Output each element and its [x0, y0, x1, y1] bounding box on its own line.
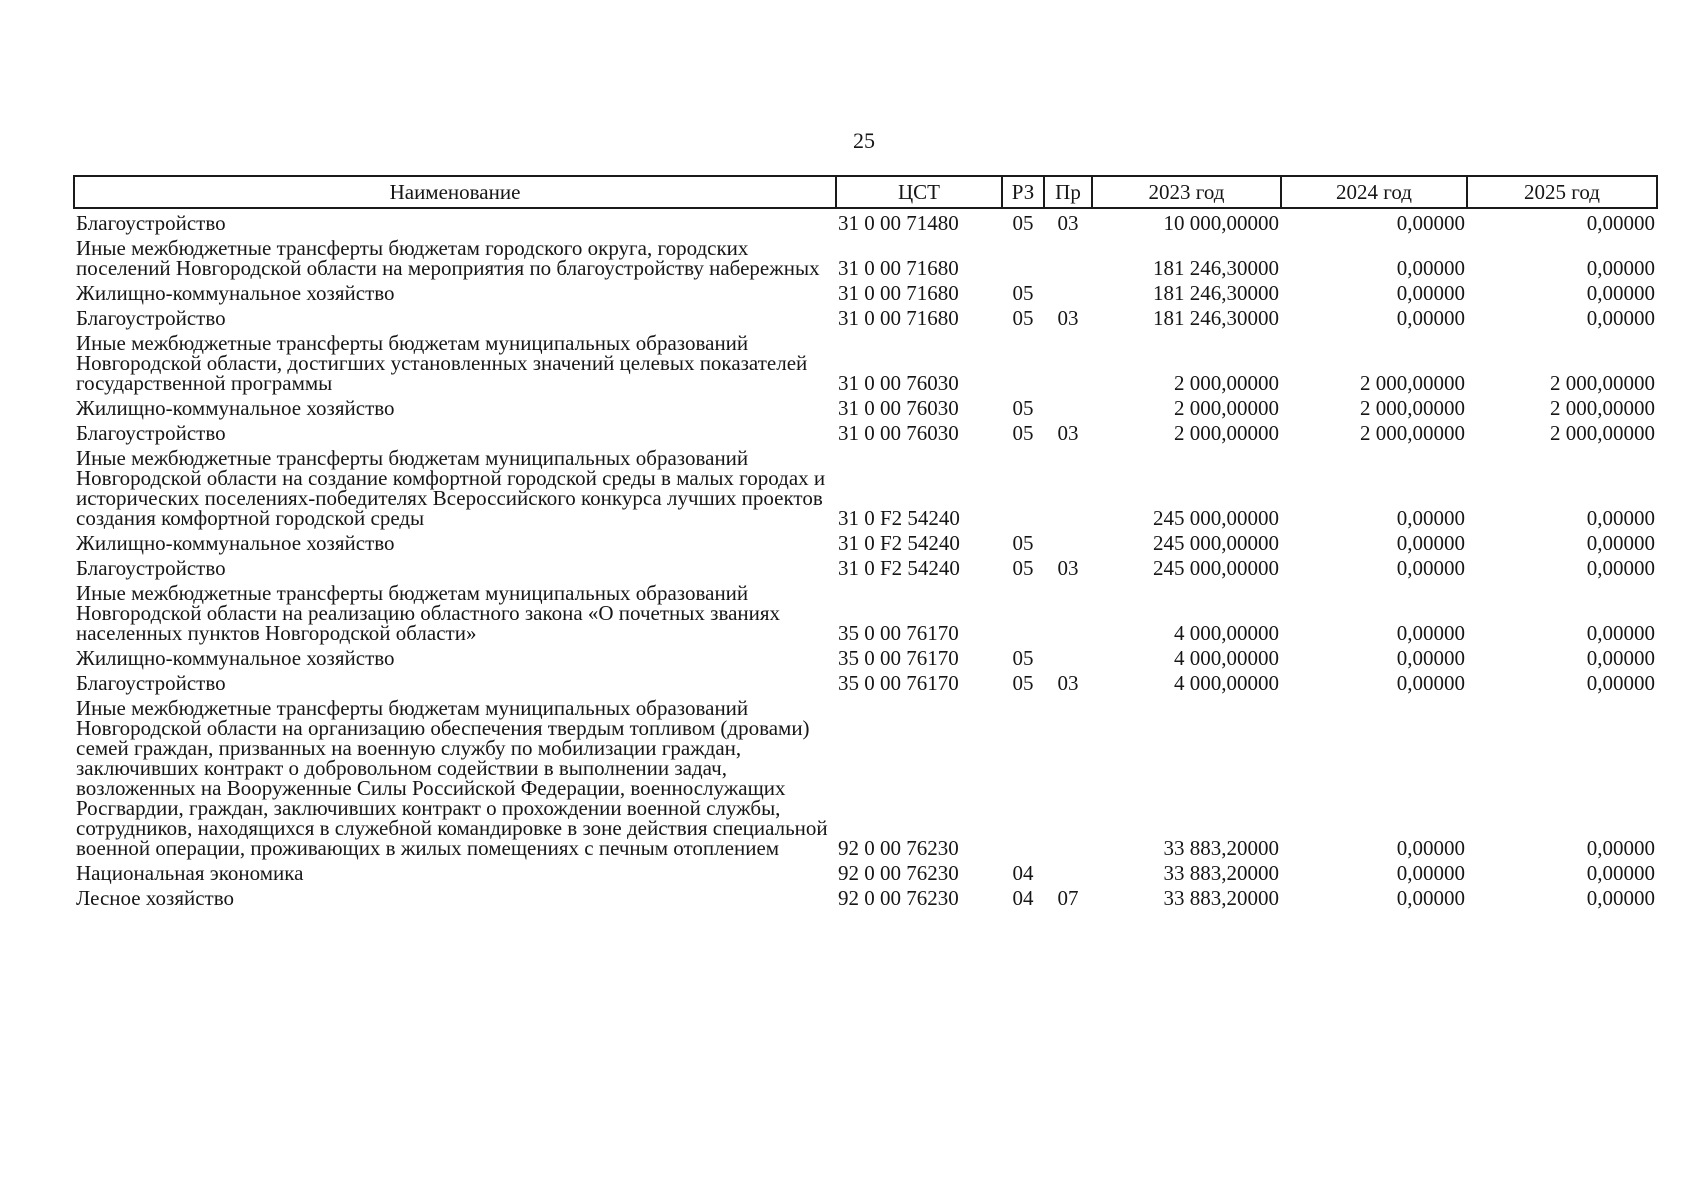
row-name-text: Иные межбюджетные трансферты бюджетам городского округа, городских поселений Новгородской области на мероприятия по благоустройству набережных [76, 236, 820, 280]
cell-pr [1044, 863, 1092, 888]
row-name-text: Лесное хозяйство [76, 886, 234, 910]
cell-2025: 2 000,00000 [1550, 396, 1655, 420]
table-row [74, 238, 1657, 283]
cell-2023: 181 246,30000 [1153, 306, 1279, 330]
cell-2023: 181 246,30000 [1153, 256, 1279, 280]
cell-2023: 245 000,00000 [1153, 556, 1279, 580]
table-row [74, 673, 1657, 698]
row-name-text: Благоустройство [76, 421, 226, 445]
cell-2024: 0,00000 [1396, 886, 1465, 910]
table-row [74, 558, 1657, 583]
cell-2024: 0,00000 [1396, 506, 1465, 530]
table-row [74, 398, 1657, 423]
cell-name [74, 888, 836, 913]
cell-2024: 0,00000 [1396, 671, 1465, 695]
table-row [74, 208, 1657, 238]
row-name-text: Благоустройство [76, 556, 226, 580]
cell-2023: 2 000,00000 [1174, 396, 1279, 420]
cell-rz: 05 [1012, 211, 1034, 235]
cell-2024: 0,00000 [1396, 256, 1465, 280]
cell-pr: 03 [1057, 421, 1079, 445]
cell-2024: 2 000,00000 [1360, 421, 1465, 445]
table-row [74, 698, 1657, 863]
table-row [74, 283, 1657, 308]
cell-name [74, 423, 836, 448]
cell-pr [1044, 398, 1092, 423]
row-name-text: Благоустройство [76, 306, 226, 330]
header-name: Наименование [74, 176, 836, 208]
cell-rz [1002, 238, 1044, 283]
row-name-text: Иные межбюджетные трансферты бюджетам муниципальных образований Новгородской области, достигших установленных значений целевых показателей государственной программы [76, 331, 808, 395]
cell-pr: 03 [1057, 556, 1079, 580]
cell-2025: 0,00000 [1586, 211, 1655, 235]
cell-name [74, 333, 836, 398]
cell-2024: 0,00000 [1396, 621, 1465, 645]
cell-2023: 33 883,20000 [1163, 836, 1279, 860]
table-row [74, 888, 1657, 913]
cell-name [74, 283, 836, 308]
table-row [74, 448, 1657, 533]
cell-rz: 05 [1012, 306, 1034, 330]
cell-cst: 35 0 00 76170 [838, 646, 959, 670]
cell-rz: 04 [1012, 886, 1034, 910]
row-name-text: Благоустройство [76, 211, 226, 235]
cell-rz [1002, 333, 1044, 398]
row-name-text: Иные межбюджетные трансферты бюджетам муниципальных образований Новгородской области на создание комфортной городской среды в малых городах и исторических поселениях-победителях Всероссийского конкурса лучших проектов создания комфортной городской среды [76, 446, 826, 530]
cell-name [74, 583, 836, 648]
cell-pr [1044, 698, 1092, 863]
cell-cst: 31 0 00 71680 [838, 256, 959, 280]
header-cst: ЦСТ [836, 176, 1002, 208]
cell-2023: 2 000,00000 [1174, 371, 1279, 395]
cell-rz: 05 [1012, 396, 1034, 420]
cell-2025: 0,00000 [1586, 256, 1655, 280]
cell-rz [1002, 698, 1044, 863]
cell-2024: 0,00000 [1396, 281, 1465, 305]
cell-cst: 92 0 00 76230 [838, 886, 959, 910]
cell-pr: 03 [1057, 211, 1079, 235]
cell-name [74, 308, 836, 333]
cell-2023: 4 000,00000 [1174, 621, 1279, 645]
cell-rz: 05 [1012, 671, 1034, 695]
cell-rz: 05 [1012, 556, 1034, 580]
cell-cst: 31 0 00 76030 [838, 396, 959, 420]
header-pr: Пр [1044, 176, 1092, 208]
cell-name [74, 398, 836, 423]
cell-cst: 31 0 F2 54240 [838, 506, 960, 530]
table-row [74, 308, 1657, 333]
page-number: 25 [853, 128, 875, 153]
table-row [74, 863, 1657, 888]
cell-2025: 0,00000 [1586, 506, 1655, 530]
cell-pr [1044, 583, 1092, 648]
header-2023: 2023 год [1092, 176, 1281, 208]
cell-2025: 0,00000 [1586, 281, 1655, 305]
table-header [74, 176, 1657, 208]
cell-rz: 05 [1012, 531, 1034, 555]
cell-2025: 0,00000 [1586, 671, 1655, 695]
cell-cst: 31 0 F2 54240 [838, 531, 960, 555]
cell-name [74, 208, 836, 238]
header-rz: РЗ [1002, 176, 1044, 208]
cell-name [74, 533, 836, 558]
table-row [74, 583, 1657, 648]
cell-rz: 05 [1012, 421, 1034, 445]
cell-pr [1044, 283, 1092, 308]
row-name-text: Иные межбюджетные трансферты бюджетам муниципальных образований Новгородской области на реализацию областного закона «О почетных званиях населенных пунктов Новгородской области» [76, 581, 781, 645]
cell-cst: 31 0 00 71680 [838, 306, 959, 330]
row-name-text: Благоустройство [76, 671, 226, 695]
cell-cst: 31 0 00 71480 [838, 211, 959, 235]
cell-2024: 0,00000 [1396, 861, 1465, 885]
table-row [74, 423, 1657, 448]
cell-2025: 2 000,00000 [1550, 371, 1655, 395]
header-2025: 2025 год [1467, 176, 1657, 208]
cell-2023: 245 000,00000 [1153, 531, 1279, 555]
cell-2024: 0,00000 [1396, 531, 1465, 555]
header-2024: 2024 год [1281, 176, 1467, 208]
table-row [74, 533, 1657, 558]
cell-rz: 04 [1012, 861, 1034, 885]
cell-cst: 92 0 00 76230 [838, 836, 959, 860]
cell-cst: 31 0 00 76030 [838, 371, 959, 395]
cell-pr: 03 [1057, 671, 1079, 695]
cell-2024: 0,00000 [1396, 646, 1465, 670]
cell-cst: 35 0 00 76170 [838, 621, 959, 645]
cell-2025: 0,00000 [1586, 836, 1655, 860]
cell-2023: 2 000,00000 [1174, 421, 1279, 445]
cell-name [74, 863, 836, 888]
cell-pr [1044, 648, 1092, 673]
cell-cst: 35 0 00 76170 [838, 671, 959, 695]
cell-pr [1044, 533, 1092, 558]
cell-2025: 0,00000 [1586, 306, 1655, 330]
cell-2024: 0,00000 [1396, 836, 1465, 860]
cell-name [74, 673, 836, 698]
cell-rz [1002, 583, 1044, 648]
cell-2024: 2 000,00000 [1360, 396, 1465, 420]
cell-2023: 4 000,00000 [1174, 646, 1279, 670]
cell-pr: 07 [1057, 886, 1079, 910]
cell-2023: 33 883,20000 [1163, 886, 1279, 910]
cell-pr [1044, 333, 1092, 398]
cell-2025: 0,00000 [1586, 531, 1655, 555]
row-name-text: Жилищно-коммунальное хозяйство [76, 646, 395, 670]
cell-2024: 2 000,00000 [1360, 371, 1465, 395]
cell-2025: 0,00000 [1586, 861, 1655, 885]
table-body [74, 208, 1657, 913]
cell-cst: 92 0 00 76230 [838, 861, 959, 885]
table-row [74, 648, 1657, 673]
cell-2025: 0,00000 [1586, 646, 1655, 670]
cell-name [74, 698, 836, 863]
cell-2023: 10 000,00000 [1163, 211, 1279, 235]
row-name-text: Национальная экономика [76, 861, 304, 885]
cell-2024: 0,00000 [1396, 211, 1465, 235]
cell-pr [1044, 238, 1092, 283]
cell-2025: 0,00000 [1586, 621, 1655, 645]
cell-2025: 2 000,00000 [1550, 421, 1655, 445]
cell-rz: 05 [1012, 281, 1034, 305]
budget-table [73, 175, 1658, 913]
cell-2025: 0,00000 [1586, 556, 1655, 580]
cell-pr: 03 [1057, 306, 1079, 330]
row-name-text: Иные межбюджетные трансферты бюджетам муниципальных образований Новгородской области на организацию обеспечения твердым топливом (дровами) семей граждан, призванных на военную службу по мобилизации граждан, заключивших контракт о добровольном содействии в выполнении задач, возложенных на Вооруженные Силы Российской Федерации, военнослужащих Росгвардии, граждан, заключивших контракт о прохождении военной службы, сотрудников, находящихся в служебной командировке в зоне действия специальной военной операции, проживающих в жилых помещениях с печным отоплением [76, 696, 828, 860]
cell-name [74, 558, 836, 583]
cell-2024: 0,00000 [1396, 556, 1465, 580]
cell-cst: 31 0 F2 54240 [838, 556, 960, 580]
row-name-text: Жилищно-коммунальное хозяйство [76, 281, 395, 305]
cell-name [74, 448, 836, 533]
cell-2025: 0,00000 [1586, 886, 1655, 910]
cell-rz: 05 [1012, 646, 1034, 670]
cell-2023: 33 883,20000 [1163, 861, 1279, 885]
cell-2023: 181 246,30000 [1153, 281, 1279, 305]
row-name-text: Жилищно-коммунальное хозяйство [76, 396, 395, 420]
cell-2023: 4 000,00000 [1174, 671, 1279, 695]
cell-name [74, 238, 836, 283]
cell-pr [1044, 448, 1092, 533]
cell-2024: 0,00000 [1396, 306, 1465, 330]
cell-rz [1002, 448, 1044, 533]
cell-name [74, 648, 836, 673]
cell-cst: 31 0 00 71680 [838, 281, 959, 305]
row-name-text: Жилищно-коммунальное хозяйство [76, 531, 395, 555]
cell-cst: 31 0 00 76030 [838, 421, 959, 445]
table-row [74, 333, 1657, 398]
cell-2023: 245 000,00000 [1153, 506, 1279, 530]
